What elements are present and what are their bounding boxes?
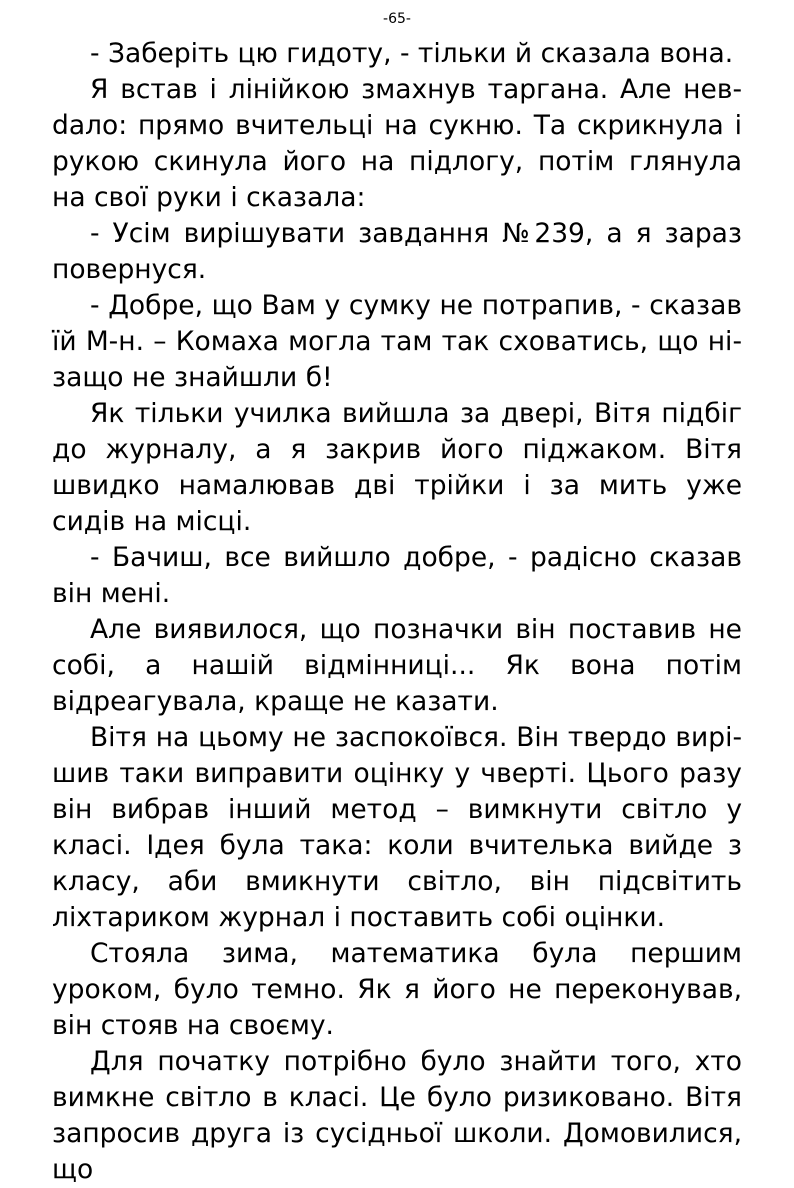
paragraph: - Бачиш, все вийшло добре, - радісно сказав він мені.	[52, 542, 742, 609]
paragraph: Але виявилося, що позначки він поставив не собі, а нашій відмінниці... Як вона потім відреагувала, краще не казати.	[52, 614, 742, 717]
page-number: -65-	[383, 11, 411, 27]
document-page	[52, 0, 742, 1185]
paragraph: Для початку потрібно було знайти того, хто вимкне світло в класі. Це було ризиковано. Вітя запросив друга із сусідньої школи. Домовилися, що	[52, 1046, 742, 1185]
paragraph: Стояла зима, математика була першим уроком, було темно. Як я його не переконував, він стояв на своєму.	[52, 938, 742, 1041]
paragraph: Я встав і лінійкою змахнув таргана. Але невdало: прямо вчительці на сукню. Та скрикнула і рукою скинула його на підлогу, потім глянула на свої руки і сказала:	[52, 74, 742, 213]
paragraph: - Добре, що Вам у сумку не потрапив, - сказав їй М-н. – Комаха могла там так сховатись, що нізащо не знайшли б!	[52, 290, 742, 393]
paragraph: Вітя на цьому не заспокоївся. Він твердо вирішив таки виправити оцінку у чверті. Цього разу він вибрав інший метод – вимкнути світло у класі. Ідея була така: коли вчителька вийде з класу, аби вмикнути світло, він підсвітить ліхтариком журнал і поставить собі оцінки.	[52, 722, 742, 933]
paragraph: - Заберіть цю гидоту, - тільки й сказала вона.	[90, 38, 734, 69]
paragraph: - Усім вирішувати завдання №239, а я зараз повернуся.	[52, 218, 742, 285]
paragraph: Як тільки училка вийшла за двері, Вітя підбіг до журналу, а я закрив його піджаком. Вітя швидко намалював дві трійки і за мить уже сидів на місці.	[52, 398, 742, 537]
body-text	[52, 36, 742, 1188]
